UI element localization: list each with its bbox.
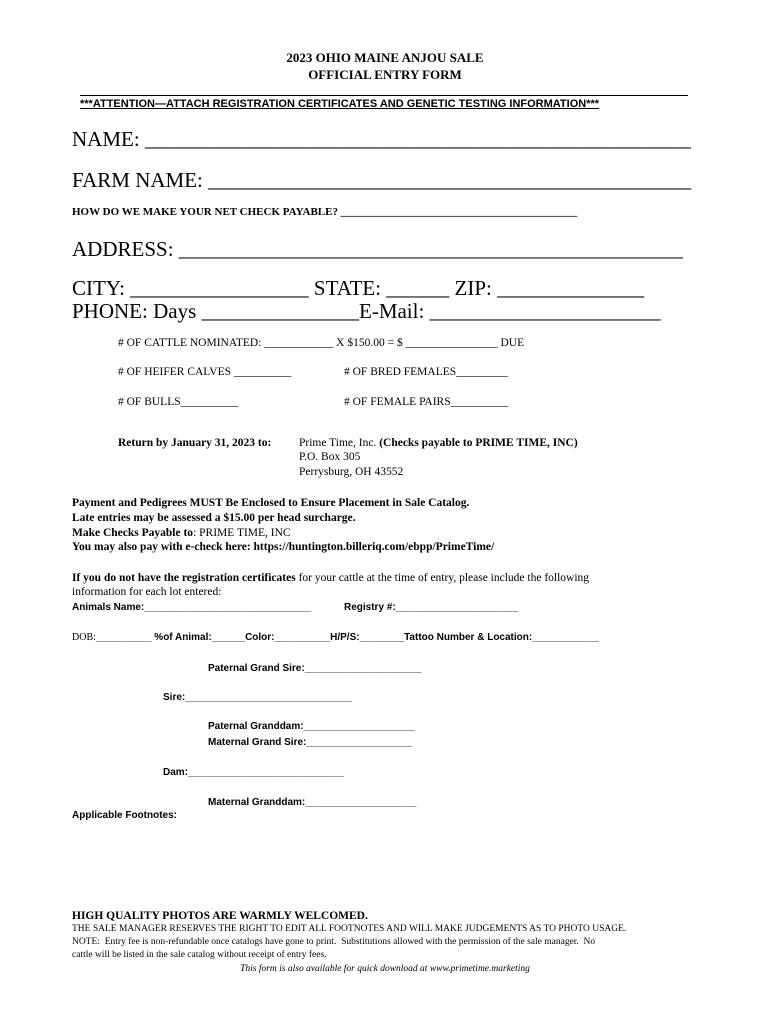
header-divider [80, 95, 688, 96]
download-notice[interactable]: This form is also available for quick download at www.primetime.marketing [240, 964, 530, 974]
registry-field[interactable]: Registry #:______________________ [344, 602, 519, 613]
female-pairs-field[interactable]: # OF FEMALE PAIRS__________ [344, 396, 509, 408]
bred-females-field[interactable]: # OF BRED FEMALES_________ [344, 366, 508, 378]
farm-name-field[interactable]: FARM NAME: ______________________________________________ [72, 168, 692, 192]
cattle-nominated-field[interactable]: # OF CATTLE NOMINATED: ____________ X $150.00 = $ ________________ DUE [118, 337, 525, 349]
certificates-bold: If you do not have the registration certificates [72, 572, 296, 584]
photos-notice: HIGH QUALITY PHOTOS ARE WARMLY WELCOMED. [72, 910, 368, 922]
echeck-link[interactable]: You may also pay with e-check here: https://huntington.billeriq.com/ebpp/PrimeTime/ [72, 541, 495, 553]
late-entries-notice: Late entries may be assessed a $15.00 per head surcharge. [72, 512, 356, 524]
make-checks-label: Make Checks Payable to [72, 527, 194, 539]
return-by-label: Return by January 31, 2023 to: [118, 437, 272, 449]
animals-name-field[interactable]: Animals Name:______________________________ [72, 602, 312, 613]
attention-notice: ***ATTENTION—ATTACH REGISTRATION CERTIFICATES AND GENETIC TESTING INFORMATION*** [80, 98, 600, 110]
paternal-granddam-field[interactable]: Paternal Granddam:____________________ [208, 721, 415, 732]
city-state-zip-field[interactable]: CITY: _________________ STATE: ______ ZIP: ______________ [72, 276, 645, 300]
phone-email-field[interactable]: PHONE: Days _______________E-Mail: ______________________ [72, 299, 661, 323]
check-payable-field[interactable]: HOW DO WE MAKE YOUR NET CHECK PAYABLE? ___________________________________________ [72, 206, 578, 218]
bulls-field[interactable]: # OF BULLS__________ [118, 396, 239, 408]
entry-fee-note: NOTE: Entry fee is non-refundable once catalogs have gone to print. Substitutions allowed with the permission of the sale manager. No [72, 937, 596, 947]
return-address-line2: P.O. Box 305 [299, 451, 361, 463]
return-address-line1 [299, 437, 578, 449]
sire-field[interactable]: Sire:______________________________ [163, 692, 353, 703]
checks-payable-note: (Checks payable to PRIME TIME, INC) [379, 437, 578, 449]
maternal-grand-sire-field[interactable]: Maternal Grand Sire:___________________ [208, 737, 413, 748]
dob-row-fields[interactable]: __________ %of Animal:______Color:__________H/P/S:________Tattoo Number & Location:____________ [95, 632, 599, 643]
make-checks-payable [72, 527, 291, 539]
dob-label: DOB: [72, 632, 96, 643]
make-checks-value: : PRIME TIME, INC [193, 527, 291, 539]
maternal-granddam-field[interactable]: Maternal Granddam:____________________ [208, 797, 417, 808]
paternal-grand-sire-field[interactable]: Paternal Grand Sire:_____________________ [208, 663, 422, 674]
company-name: Prime Time, Inc. [299, 437, 380, 449]
certificates-line2: information for each lot entered: [72, 586, 222, 598]
entry-fee-note-cont: cattle will be listed in the sale catalog without receipt of entry fees. [72, 950, 327, 960]
address-field[interactable]: ADDRESS: ________________________________________________ [72, 237, 683, 261]
form-title: 2023 OHIO MAINE ANJOU SALE [286, 50, 484, 65]
return-address-line3: Perrysburg, OH 43552 [299, 466, 404, 478]
name-field[interactable]: NAME: ____________________________________________________ [72, 127, 691, 151]
dam-field[interactable]: Dam:____________________________ [163, 767, 344, 778]
sale-manager-reserve: THE SALE MANAGER RESERVES THE RIGHT TO EDIT ALL FOOTNOTES AND WILL MAKE JUDGEMENTS AS TO PHOTO USAGE. [72, 924, 627, 934]
certificates-text: for your cattle at the time of entry, please include the following [295, 572, 590, 584]
heifer-calves-field[interactable]: # OF HEIFER CALVES __________ [118, 366, 292, 378]
payment-notice: Payment and Pedigrees MUST Be Enclosed to Ensure Placement in Sale Catalog. [72, 497, 470, 509]
form-subtitle: OFFICIAL ENTRY FORM [308, 67, 462, 82]
certificates-line1 [72, 572, 589, 584]
applicable-footnotes-label: Applicable Footnotes: [72, 810, 177, 821]
dob-row[interactable] [72, 632, 599, 643]
